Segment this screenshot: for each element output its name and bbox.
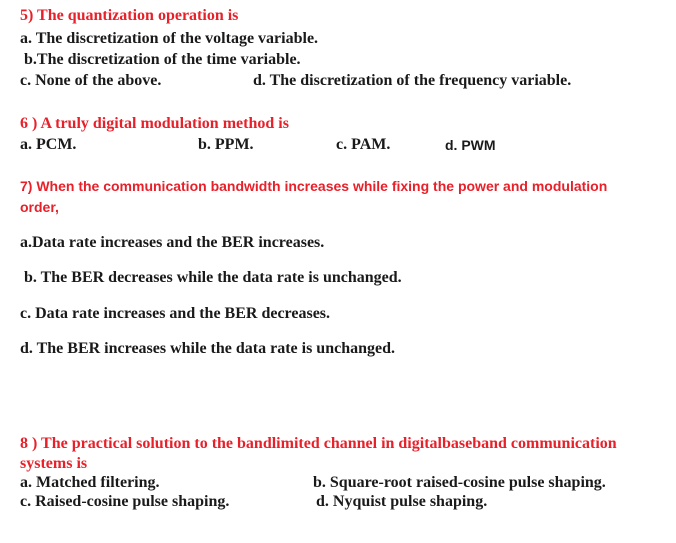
q6-option-d: d. PWM [445, 137, 496, 153]
q5-option-b: b.The discretization of the time variable. [24, 51, 301, 68]
q7-option-c: c. Data rate increases and the BER decreases. [20, 305, 331, 322]
q8-question-line2: systems is [20, 455, 88, 472]
q8-option-b: b. Square-root raised-cosine pulse shaping. [313, 474, 606, 491]
q8-question-line1: 8 ) The practical solution to the bandlimited channel in digitalbaseband communication [20, 435, 617, 452]
q8-option-c: c. Raised-cosine pulse shaping. [20, 493, 230, 510]
q5-option-d: d. The discretization of the frequency variable. [253, 72, 572, 89]
q6-option-a: a. PCM. [20, 136, 77, 153]
q5-option-c: c. None of the above. [20, 72, 162, 89]
q7-option-a: a.Data rate increases and the BER increases. [20, 234, 325, 251]
q7-option-d: d. The BER increases while the data rate is unchanged. [20, 340, 395, 357]
q6-option-c: c. PAM. [336, 136, 391, 153]
q7-question-line1: 7) When the communication bandwidth increases while fixing the power and modulation [20, 178, 608, 194]
q8-option-a: a. Matched filtering. [20, 474, 160, 491]
q5-option-a: a. The discretization of the voltage variable. [20, 30, 319, 47]
q6-option-b: b. PPM. [198, 136, 254, 153]
q5-question: 5) The quantization operation is [20, 7, 239, 24]
q8-option-d: d. Nyquist pulse shaping. [316, 493, 488, 510]
q7-option-b: b. The BER decreases while the data rate is unchanged. [24, 269, 402, 286]
q7-question-line2: order, [20, 199, 59, 215]
q6-question: 6 ) A truly digital modulation method is [20, 115, 289, 132]
